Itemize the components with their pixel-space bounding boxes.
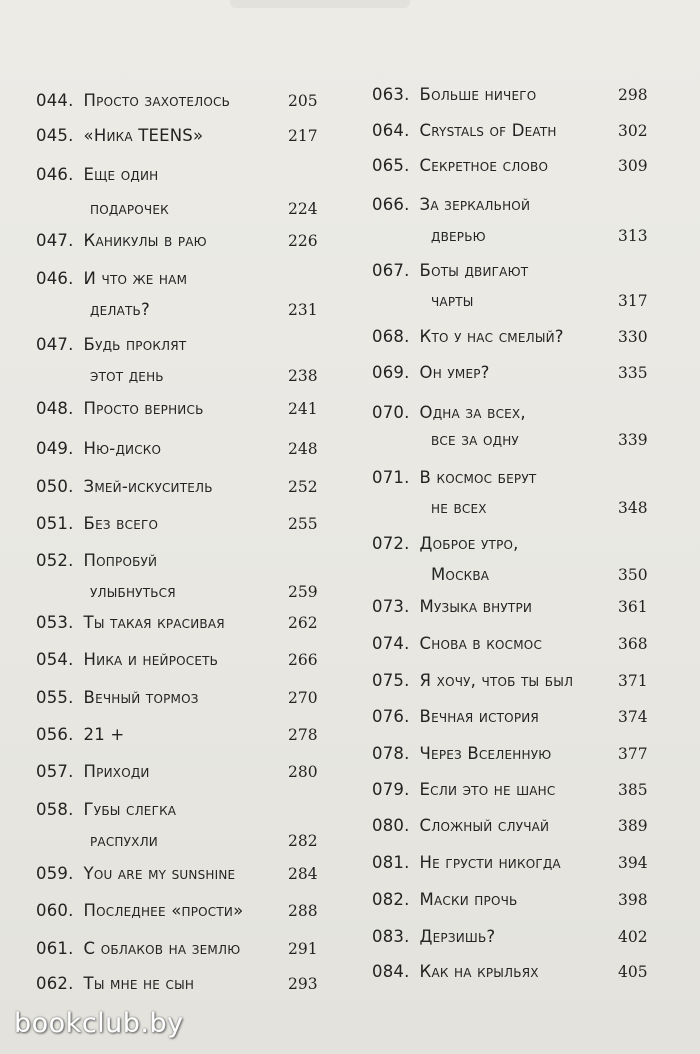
chapter-title: Больше ничего [419,85,537,104]
toc-entry [372,885,517,915]
toc-entry [372,775,556,805]
toc-entry [372,151,548,181]
chapter-title: You are my sunshine [83,864,236,883]
page-number: 266 [288,651,318,669]
toc-entry [372,116,557,146]
chapter-title: Боты двигают [419,261,529,280]
toc-entry [372,848,561,878]
toc-entry [372,529,519,559]
chapter-title: Маски прочь [419,890,518,909]
page-number: 371 [618,672,648,690]
chapter-number: 067. [372,261,410,280]
chapter-title: Через Вселенную [419,744,552,763]
chapter-title: Змей-искуситель [83,477,213,496]
chapter-number: 063. [372,85,410,104]
toc-entry [372,190,530,220]
chapter-number: 045. [36,126,74,145]
watermark: bookclub.by [14,1008,184,1039]
page-number: 348 [618,499,648,517]
chapter-title: Вечный тормоз [83,688,199,707]
chapter-title-continued: этот день [90,366,164,385]
chapter-title: Одна за всех, [419,403,526,422]
chapter-title: Секретное слово [419,156,549,175]
chapter-number: 058. [36,800,74,819]
toc-entry [372,629,542,659]
chapter-number: 068. [372,327,410,346]
toc-entry [372,666,573,696]
chapter-number: 080. [372,816,410,835]
chapter-title: Музыка внутри [419,597,533,616]
page-number: 262 [288,614,318,632]
chapter-number: 075. [372,671,410,690]
chapter-title-continued: Москва [431,565,490,584]
chapter-title-continued: не всех [431,498,487,517]
page-number: 255 [288,515,318,533]
chapter-title: Он умер? [419,363,490,382]
page-number: 278 [288,726,318,744]
toc-entry [372,322,564,352]
chapter-title: Кто у нас смелый? [419,327,564,346]
chapter-title: Дерзишь? [419,927,496,946]
chapter-number: 046. [36,165,74,184]
toc-entry [372,80,536,110]
page-number: 238 [288,367,318,385]
chapter-title-continued: все за одну [431,430,519,449]
page-number: 309 [618,157,648,175]
page-number: 231 [288,301,318,319]
chapter-title: Ты такая красивая [83,613,225,632]
chapter-number: 053. [36,613,74,632]
chapter-title: И что же нам [83,269,188,288]
chapter-number: 071. [372,468,410,487]
chapter-title: «Ника TEENS» [83,126,204,145]
chapter-number: 054. [36,650,74,669]
chapter-title: Если это не шанс [419,780,556,799]
chapter-title: За зеркальной [419,195,531,214]
chapter-number: 060. [36,901,74,920]
chapter-number: 064. [372,121,410,140]
chapter-number: 051. [36,514,74,533]
toc-entry [372,922,495,952]
chapter-number: 070. [372,403,410,422]
toc-entry [372,398,526,428]
page-number: 291 [288,940,318,958]
page-number: 385 [618,781,648,799]
chapter-title: 21 + [83,725,125,744]
chapter-title: Сложный случай [419,816,550,835]
toc-entry [372,592,532,622]
page-number: 368 [618,635,648,653]
chapter-number: 047. [36,231,74,250]
chapter-number: 082. [372,890,410,909]
chapter-title-continued: распухли [90,831,158,850]
page-number: 330 [618,328,648,346]
toc-entry [372,739,551,769]
page-number: 248 [288,440,318,458]
toc-entry [372,463,536,493]
page-number: 361 [618,598,648,616]
chapter-number: 047. [36,335,74,354]
chapter-number: 069. [372,363,410,382]
page-number: 339 [618,431,648,449]
chapter-title: Попробуй [83,551,158,570]
page-number: 270 [288,689,318,707]
chapter-title: Я хочу, чтоб ты был [419,671,574,690]
page-number: 252 [288,478,318,496]
page-number: 374 [618,708,648,726]
page-number: 377 [618,745,648,763]
chapter-number: 049. [36,439,74,458]
page-number: 226 [288,232,318,250]
chapter-number: 066. [372,195,410,214]
page-number: 350 [618,566,648,584]
chapter-title-continued: улыбнуться [90,582,176,601]
chapter-title: Ника и нейросеть [83,650,219,669]
chapter-title: Без всего [83,514,159,533]
page-number: 293 [288,975,318,993]
chapter-title: Не грусти никогда [419,853,561,872]
page-number: 205 [288,92,318,110]
chapter-number: 059. [36,864,74,883]
page-number: 280 [288,763,318,781]
chapter-title: В космос берут [419,468,537,487]
page-number: 282 [288,832,318,850]
chapter-title: Ты мне не сын [83,974,195,993]
page-number: 224 [288,200,318,218]
chapter-number: 056. [36,725,74,744]
page-number: 389 [618,817,648,835]
chapter-number: 074. [372,634,410,653]
chapter-number: 081. [372,853,410,872]
toc-entry [372,957,539,987]
chapter-number: 052. [36,551,74,570]
page-number: 317 [618,292,648,310]
chapter-number: 061. [36,939,74,958]
chapter-title-continued: делать? [90,300,150,319]
toc-entry [372,811,549,841]
page-number: 398 [618,891,648,909]
chapter-number: 050. [36,477,74,496]
chapter-number: 084. [372,962,410,981]
page-number: 241 [288,400,318,418]
chapter-number: 079. [372,780,410,799]
page-number: 402 [618,928,648,946]
chapter-number: 083. [372,927,410,946]
chapter-title: Приходи [83,762,150,781]
toc-entry [372,358,490,388]
chapter-title-continued: дверью [431,226,486,245]
chapter-number: 062. [36,974,74,993]
toc-entry [372,256,528,286]
chapter-number: 065. [372,156,410,175]
chapter-title: Будь проклят [83,335,187,354]
chapter-title-continued: подарочек [90,199,169,218]
chapter-title: Просто захотелось [83,91,230,110]
chapter-number: 073. [372,597,410,616]
page-number: 313 [618,227,648,245]
chapter-number: 046. [36,269,74,288]
chapter-title-continued: чарты [431,291,474,310]
page-number: 217 [288,127,318,145]
chapter-number: 048. [36,399,74,418]
chapter-number: 078. [372,744,410,763]
chapter-title: С облаков на землю [83,939,241,958]
chapter-title: Просто вернись [83,399,204,418]
page-number: 394 [618,854,648,872]
chapter-number: 044. [36,91,74,110]
chapter-title: Как на крыльях [419,962,539,981]
page-number: 335 [618,364,648,382]
chapter-number: 072. [372,534,410,553]
chapter-number: 057. [36,762,74,781]
toc-entry [372,702,539,732]
chapter-title: Каникулы в раю [83,231,207,250]
chapter-number: 055. [36,688,74,707]
chapter-title: Губы слегка [83,800,177,819]
chapter-title: Еще один [83,165,159,184]
page-number: 288 [288,902,318,920]
chapter-number: 076. [372,707,410,726]
page-number: 302 [618,122,648,140]
page-number: 259 [288,583,318,601]
chapter-title: Вечная история [419,707,539,726]
chapter-title: Последнее «прости» [83,901,244,920]
chapter-title: Ню-диско [83,439,162,458]
chapter-title: Crystals of Death [419,121,557,140]
page-number: 298 [618,86,648,104]
chapter-title: Снова в космос [419,634,543,653]
chapter-title: Доброе утро, [419,534,519,553]
page-number: 284 [288,865,318,883]
page-number: 405 [618,963,648,981]
